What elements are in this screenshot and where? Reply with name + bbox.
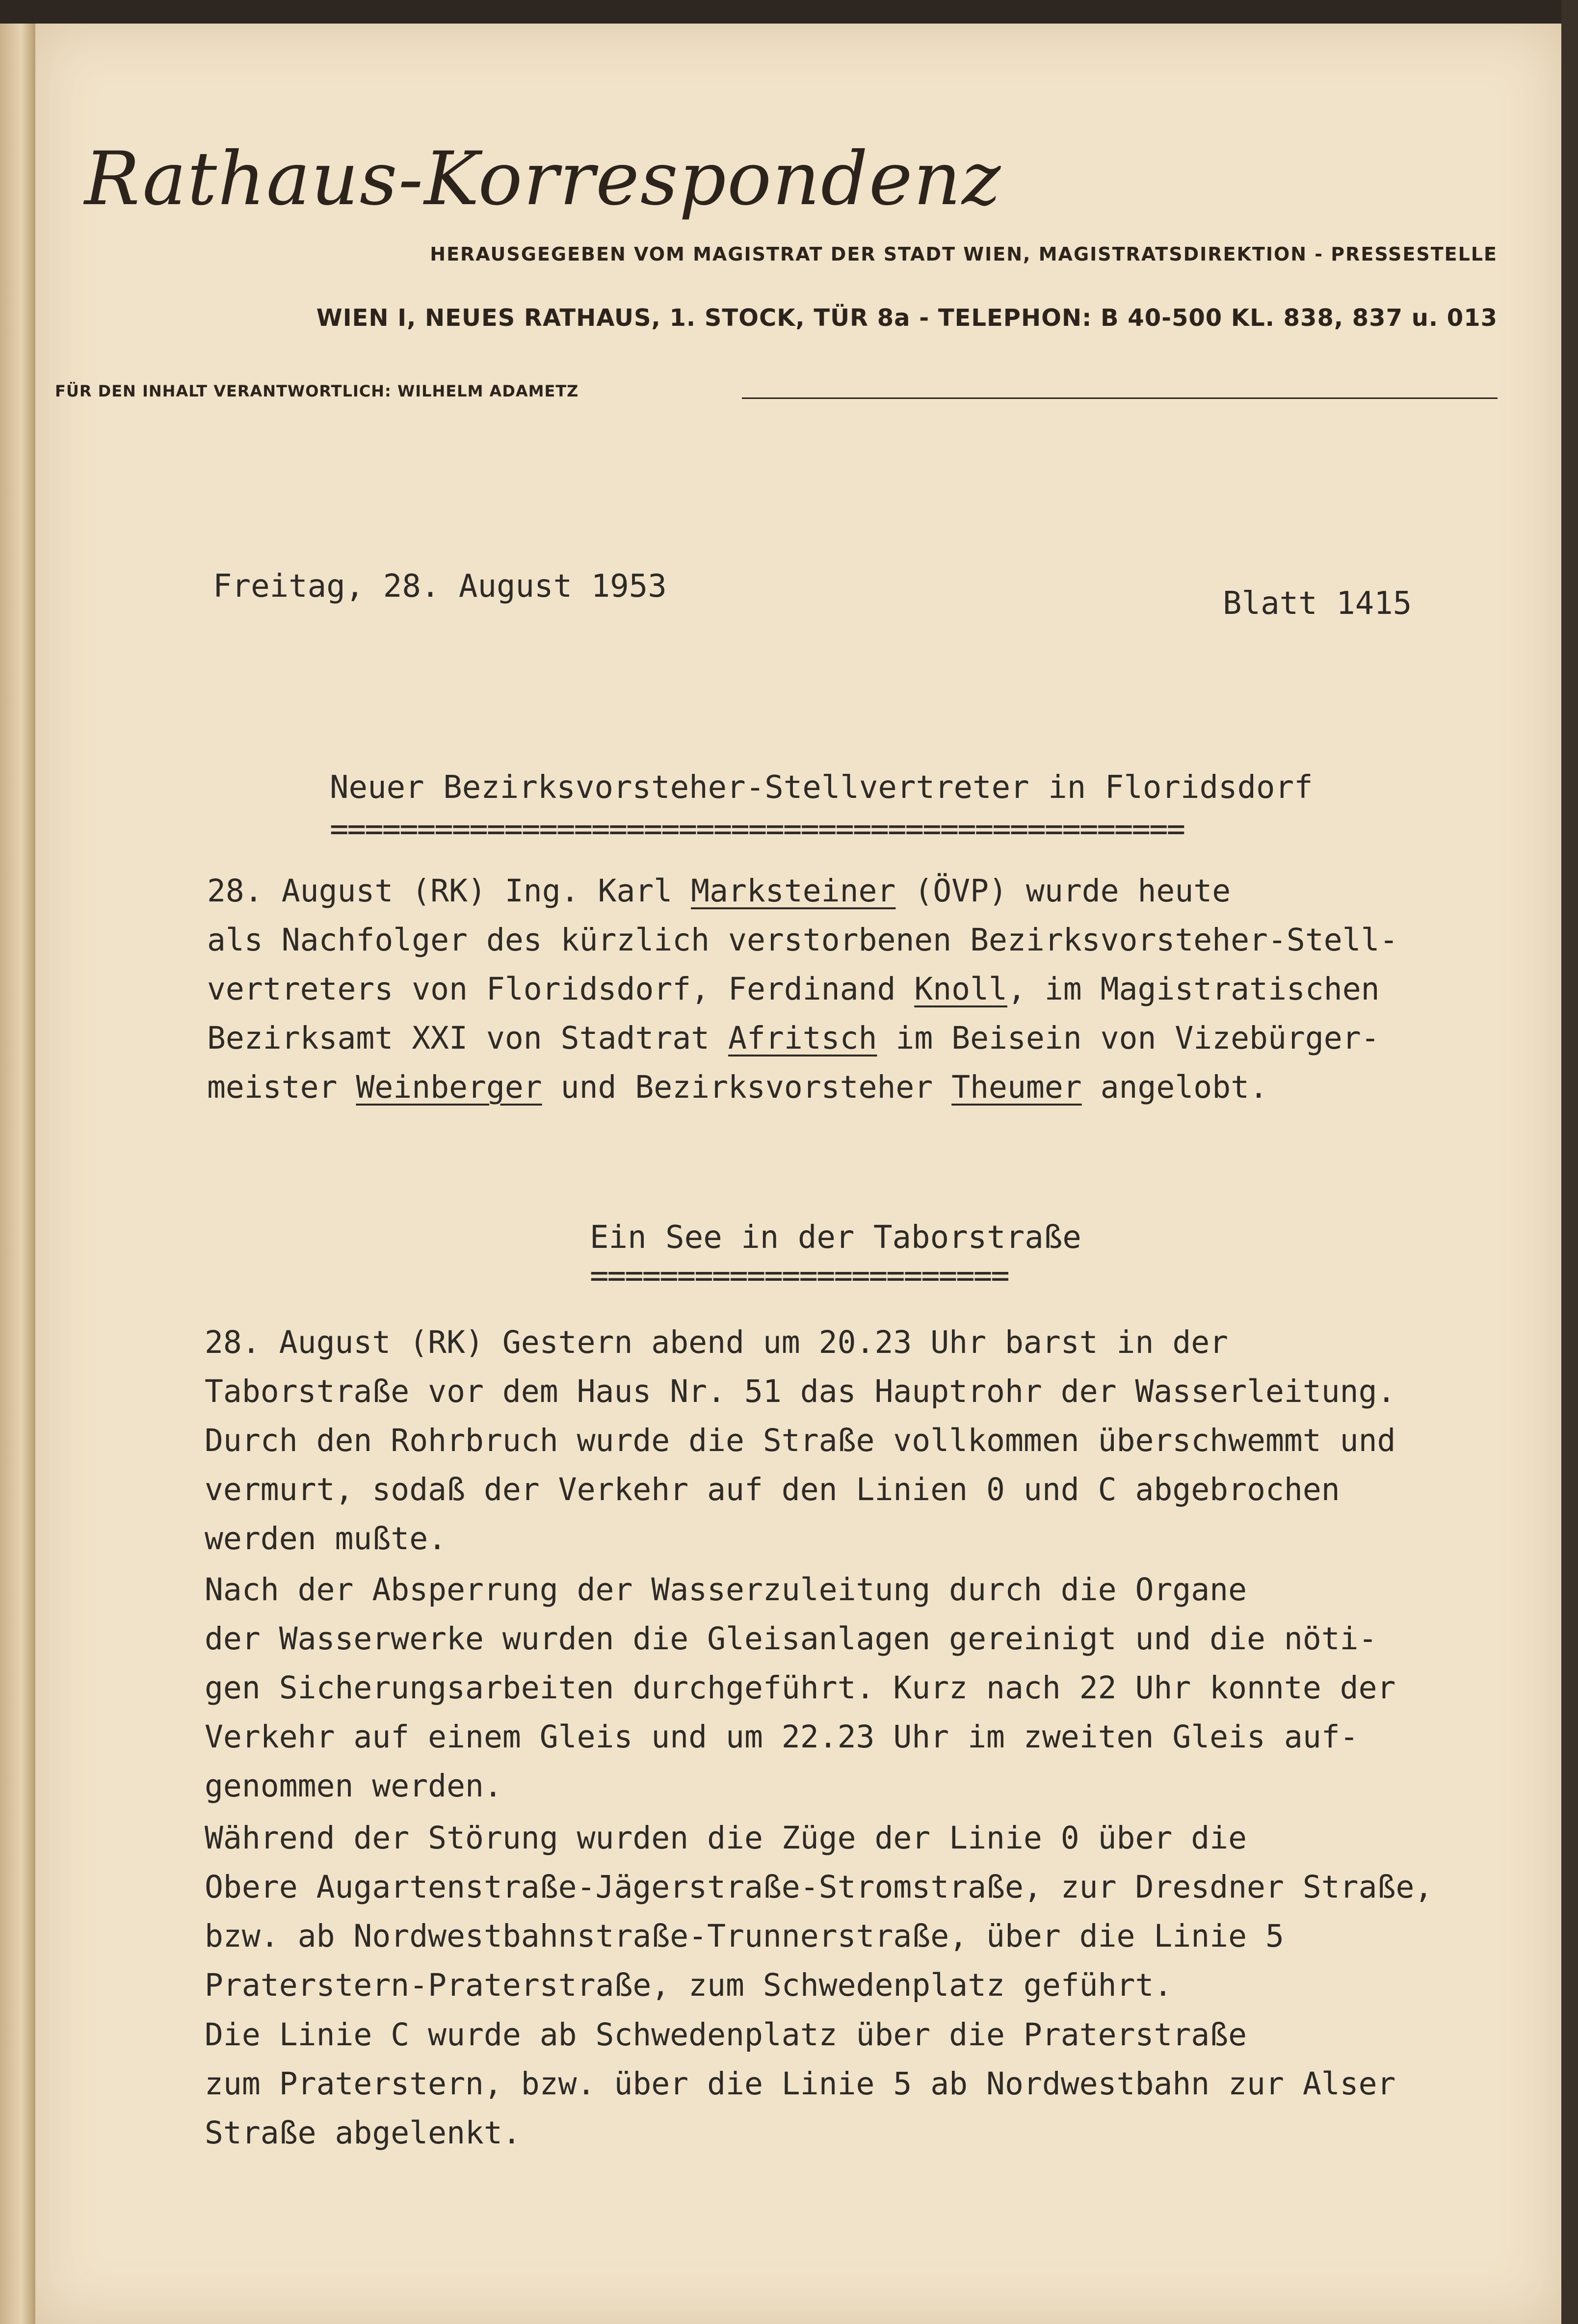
text-run: angelobt. [1081,1069,1268,1105]
article-1-line-1 [207,867,1398,916]
name-knoll: Knoll [914,971,1007,1007]
paragraph-line: der Wasserwerke wurden die Gleisanlagen gereinigt und die nöti- [205,1621,1377,1657]
publisher-line: HERAUSGEGEBEN VOM MAGISTRAT DER STADT WIEN, MAGISTRATSDIREKTION - PRESSESTELLE [430,243,1498,265]
paragraph-line: Verkehr auf einem Gleis und um 22.23 Uhr im zweiten Gleis auf- [205,1719,1359,1755]
scan-right-border [1561,0,1578,2324]
paragraph-line: Taborstraße vor dem Haus Nr. 51 das Hauptrohr der Wasserleitung. [205,1373,1396,1409]
article-2-headline: Ein See in der Taborstraße [590,1219,1081,1256]
scan-top-border [0,0,1578,24]
article-2-paragraph-4 [205,2010,1395,2158]
name-theumer: Theumer [951,1069,1082,1105]
article-2-paragraph-1 [205,1318,1395,1563]
document-page [35,24,1561,2324]
name-marksteiner: Marksteiner [691,873,896,909]
paragraph-line: Durch den Rohrbruch wurde die Straße vollkommen überschwemmt und [205,1423,1396,1458]
paragraph-line: Obere Augartenstraße-Jägerstraße-Stromstraße, zur Dresdner Straße, [205,1869,1433,1905]
text-run: und Bezirksvorsteher [542,1069,952,1105]
text-run: (ÖVP) wurde heute [895,873,1231,909]
sheet-number: Blatt 1415 [1223,585,1412,622]
paragraph-line: vermurt, sodaß der Verkehr auf den Linien 0 und C abgebrochen [205,1472,1340,1507]
masthead-title: Rathaus-Korrespondenz [84,136,1002,222]
text-run: im Beisein von Vizebürger- [877,1020,1380,1056]
article-1-body [207,867,1398,1112]
paragraph-line: Praterstern-Praterstraße, zum Schwedenplatz geführt. [205,1967,1173,2003]
text-run: Bezirksamt XXI von Stadtrat [207,1020,729,1056]
name-weinberger: Weinberger [356,1069,542,1105]
address-line: WIEN I, NEUES RATHAUS, 1. STOCK, TÜR 8a - TELEPHON: B 40-500 KL. 838, 837 u. 013 [316,304,1498,332]
article-1-line-3 [207,965,1398,1014]
responsible-row [55,382,1498,411]
masthead-rule [742,397,1498,399]
paragraph-line: bzw. ab Nordwestbahnstraße-Trunnerstraße, über die Linie 5 [205,1918,1284,1954]
article-2-underline-rule: ======================== [590,1258,1008,1294]
text-run: vertreters von Floridsdorf, Ferdinand [207,971,915,1007]
article-1-headline: Neuer Bezirksvorsteher-Stellvertreter in Floridsdorf [330,769,1313,806]
article-1-line-2: als Nachfolger des kürzlich verstorbenen Bezirksvorsteher-Stell- [207,922,1398,958]
responsible-line: FÜR DEN INHALT VERANTWORTLICH: WILHELM ADAMETZ [55,382,579,400]
paragraph-line: werden mußte. [205,1521,447,1557]
paragraph-line: Während der Störung wurden die Züge der Linie 0 über die [205,1820,1247,1856]
paragraph-line: Die Linie C wurde ab Schwedenplatz über die Praterstraße [205,2017,1247,2053]
article-2-paragraph-2 [205,1565,1395,1811]
text-run: , im Magistratischen [1007,971,1380,1007]
paragraph-line: gen Sicherungsarbeiten durchgeführt. Kurz nach 22 Uhr konnte der [205,1670,1396,1706]
article-1-line-4 [207,1014,1398,1063]
paragraph-line: zum Praterstern, bzw. über die Linie 5 ab Nordwestbahn zur Alser [205,2066,1396,2102]
issue-date: Freitag, 28. August 1953 [213,568,667,605]
name-afritsch: Afritsch [728,1020,877,1056]
article-2-paragraph-3 [205,1814,1433,2010]
paragraph-line: Straße abgelenkt. [205,2115,521,2151]
text-run: 28. August (RK) Ing. Karl [207,873,691,909]
paragraph-line: 28. August (RK) Gestern abend um 20.23 Uhr barst in der [205,1324,1229,1360]
paragraph-line: genommen werden. [205,1768,502,1804]
text-run: meister [207,1069,356,1105]
paragraph-line: Nach der Absperrung der Wasserzuleitung durch die Organe [205,1572,1247,1608]
article-1-line-5 [207,1063,1398,1112]
article-1-underline-rule: ================================================= [330,811,1184,847]
page-binding-edge [0,24,35,2324]
